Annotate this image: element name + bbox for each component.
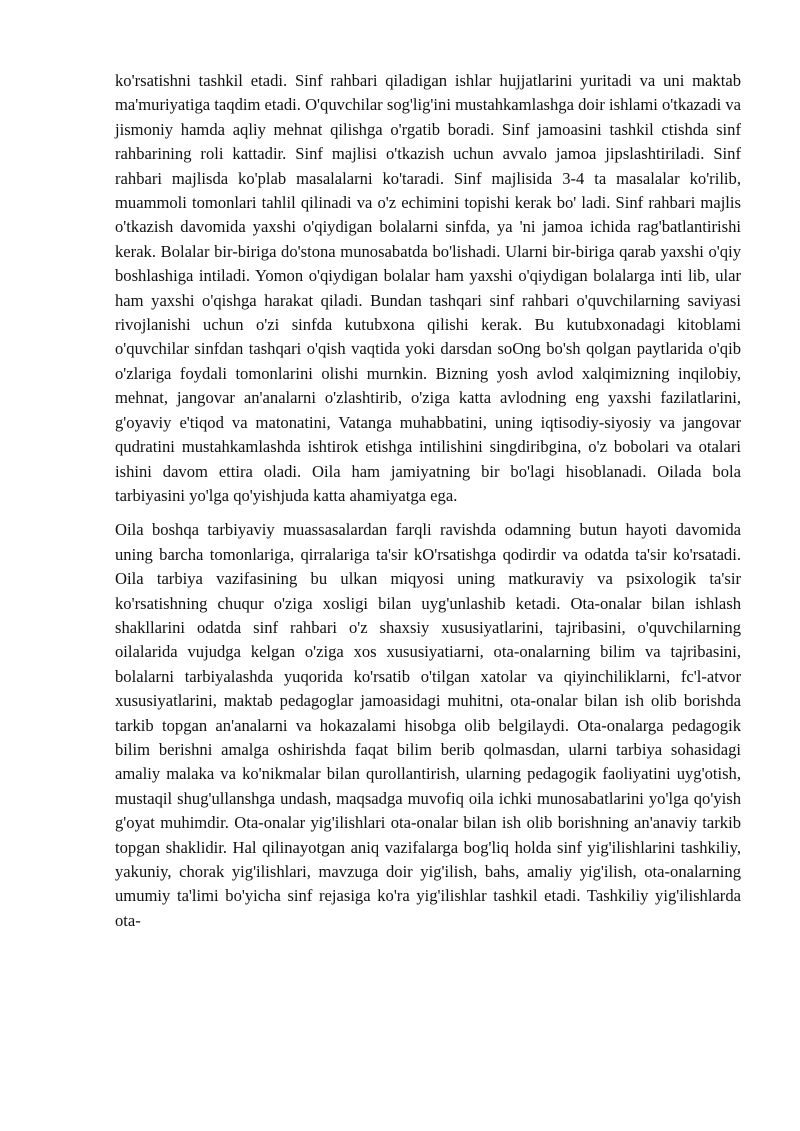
- body-paragraph: Oila boshqa tarbiyaviy muassasalardan farqli ravishda odamning butun hayoti davomida uning barcha tomonlariga, qirralariga ta'sir kO'rsatishga qodirdir va odatda ta'sir ko'rsatadi. Oila tarbiya vazifasining bu ulkan miqyosi uning matkuraviy va psixologik ta'sir ko'rsatishning chuqur o'ziga xosligi bilan uyg'unlashib ketadi. Ota-onalar bilan ishlash shakllarini odatda sinf rahbari o'z shaxsiy xususiyatlarini, tajribasini, o'quvchilarning oilalarida vujudga kelgan o'ziga xos xususiyatiarni, ota-onalarning bilim va tajribasini, bolalarni tarbiyalashda yuqorida ko'rsatib o'tilgan xatolar va qiyinchiliklarni, fc'l-atvor xususiyatlarini, maktab pedagoglar jamoasidagi muhitni, ota-onalar bilan ish olib borishda tarkib topgan an'analarni va hokazalami hisobga olib belgilaydi. Ota-onalarga pedagogik bilim berishni amalga oshirishda faqat bilim berib qolmasdan, ularni tarbiya sohasidagi amaliy malaka va ko'nikmalar bilan qurollantirish, ularning pedagogik faoliyatini uyg'otish, mustaqil shug'ullanshga undash, maqsadga muvofiq oila ichki munosabatlarini yo'lga qo'yish g'oyat muhimdir. Ota-onalar yig'ilishlari ota-onalar bilan ish olib borishning an'anaviy tarkib topgan shaklidir. Hal qilinayotgan aniq vazifalarga bog'liq holda sinf yig'ilishlarini tashkiliy, yakuniy, chorak yig'ilishlari, mavzuga doir yig'ilish, bahs, amaliy yig'ilish, ota-onalarning umumiy ta'limi bo'yicha sinf rejasiga ko'ra yig'ilishlar tashkil etadi. Tashkiliy yig'ilishlarda ota-: [115, 520, 741, 930]
- body-paragraph: ko'rsatishni tashkil etadi. Sinf rahbari qiladigan ishlar hujjatlarini yuritadi va uni maktab ma'muriyatiga taqdim etadi. O'quvchilar sog'lig'ini mustahkamlashga doir ishlami o'tkazadi va jismoniy hamda aqliy mehnat qilishga o'rgatib boradi. Sinf jamoasini tashkil ctishda sinf rahbarining roli kattadir. Sinf majlisi o'tkazish uchun avvalo jamoa jipslashtiriladi. Sinf rahbari majlisda ko'plab masalalarni ko'taradi. Sinf majlisida 3-4 ta masalalar ko'rilib, muammoli tomonlari tahlil qilinadi va o'z echimini topishi kerak bo' ladi. Sinf rahbari majlis o'tkazish davomida yaxshi o'qiydigan bolalarni sinfda, ya 'ni jamoa ichida rag'batlantirishi kerak. Bolalar bir-biriga do'stona munosabatda bo'lishadi. Ularni bir-biriga qarab yaxshi o'qiy boshlashiga intiladi. Yomon o'qiydigan bolalar ham yaxshi o'qiydigan bolalarga inti lib, ular ham yaxshi o'qishga harakat qiladi. Bundan tashqari sinf rahbari o'quvchilarning saviyasi rivojlanishi uchun o'zi sinfda kutubxona qilishi kerak. Bu kutubxonadagi kitoblami o'quvchilar sinfdan tashqari o'qish vaqtida yoki darsdan soOng bo'sh qolgan paytlarida o'qib o'zlariga foydali tomonlarini olishi murnkin. Bizning yosh avlod xalqimizning inqilobiy, mehnat, jangovar an'analarni o'zlashtirib, o'ziga katta avlodning eng yaxshi fazilatlarini, g'oyaviy e'tiqod va matonatini, Vatanga muhabbatini, uning iqtisodiy-siyosiy va jangovar qudratini mustahkamlashda ishtirok etishga intilishini singdiribgina, o'z bobolari va otalari ishini davom ettira oladi. Oila ham jamiyatning bir bo'lagi hisoblanadi. Oilada bola tarbiyasini yo'lga qo'yishjuda katta ahamiyatga ega.: [115, 71, 742, 505]
- document-page: [115, 69, 741, 933]
